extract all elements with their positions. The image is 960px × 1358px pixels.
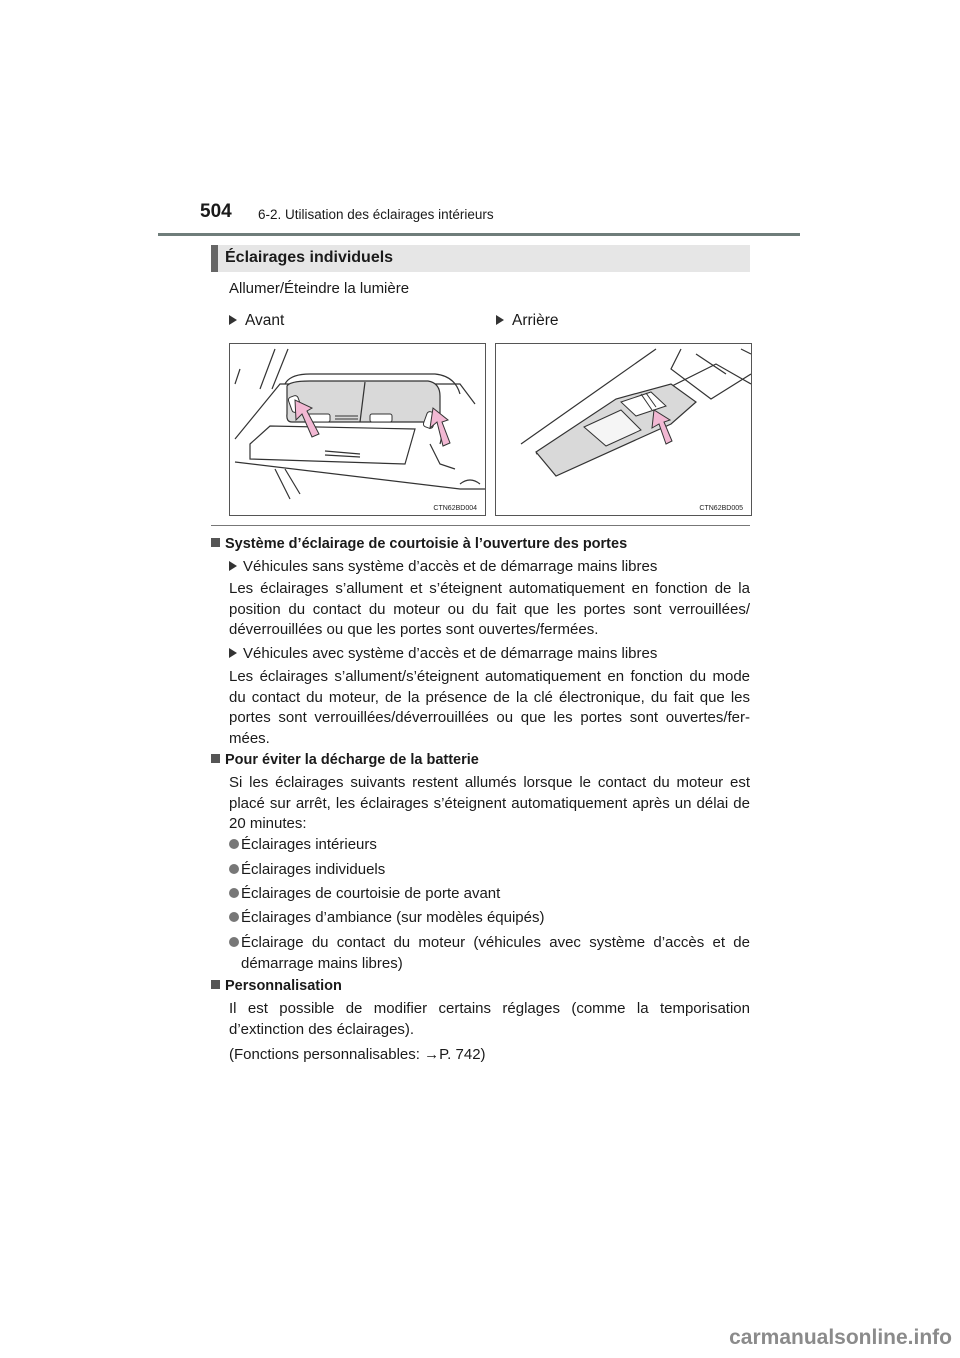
- triangle-bullet-icon: [496, 315, 504, 325]
- section-intro: Allumer/Éteindre la lumière: [229, 280, 410, 297]
- triangle-bullet-icon: [229, 561, 237, 571]
- para-battery: Si les éclairages suivants restent allumés lorsque le contact du moteur est placé sur arrêt, les éclairages s’éteignent automatiquement après un délai de 20 minutes:: [229, 774, 750, 832]
- figure-code: CTN62BD005: [699, 505, 743, 512]
- figure-label-rear: Arrière: [496, 312, 559, 330]
- watermark: carmanualsonline.info: [729, 1326, 952, 1349]
- circle-bullet-icon: [229, 839, 239, 849]
- triangle-bullet-icon: [229, 648, 237, 658]
- square-bullet-icon: [211, 980, 220, 989]
- rear-overhead-light-illustration: [496, 344, 752, 516]
- circle-bullet-icon: [229, 888, 239, 898]
- section-accent: [211, 245, 218, 272]
- circle-bullet-icon: [229, 937, 239, 947]
- header-rule: [158, 233, 800, 236]
- section-title: Éclairages individuels: [225, 249, 394, 266]
- heading-courtesy: Système d’éclairage de courtoisie à l’ouverture des portes: [211, 536, 627, 552]
- para-courtesy-1: Les éclairages s’allument et s’éteignent automatiquement en fonction de la position du contact du moteur ou du fait que les portes sont verrouillées/ déverrouillées ou que les portes sont ouvertes/fermées.: [229, 580, 750, 638]
- body-rule: [211, 525, 750, 526]
- figure-code: CTN62BD004: [433, 505, 477, 512]
- heading-battery: Pour éviter la décharge de la batterie: [211, 752, 479, 768]
- square-bullet-icon: [211, 754, 220, 763]
- circle-bullet-icon: [229, 912, 239, 922]
- sub-without-smart-key: Véhicules sans système d’accès et de démarrage mains libres: [229, 558, 657, 575]
- square-bullet-icon: [211, 538, 220, 547]
- para-courtesy-2: Les éclairages s’allument/s’éteignent automatiquement en fonction du mode du contact du moteur, de la présence de la clé électronique, du fait que les portes sont verrouillées/déverrouillées ou que les portes sont ouvertes/fer- mées.: [229, 668, 750, 747]
- sub-with-smart-key: Véhicules avec système d’accès et de démarrage mains libres: [229, 645, 657, 662]
- chapter-title: 6-2. Utilisation des éclairages intérieurs: [258, 207, 494, 222]
- figure-rear-lights: [495, 343, 752, 516]
- front-overhead-light-illustration: [230, 344, 486, 516]
- para-custom: Il est possible de modifier certains réglages (comme la temporisation d’extinction des éclairages).: [229, 1000, 750, 1038]
- figure-label-front: Avant: [229, 312, 284, 330]
- heading-custom: Personnalisation: [211, 978, 342, 994]
- triangle-bullet-icon: [229, 315, 237, 325]
- cross-reference: (Fonctions personnalisables: →P. 742): [229, 1046, 486, 1063]
- circle-bullet-icon: [229, 864, 239, 874]
- section-title-bar: [211, 245, 750, 272]
- page-number: 504: [200, 201, 232, 222]
- figure-front-lights: [229, 343, 486, 516]
